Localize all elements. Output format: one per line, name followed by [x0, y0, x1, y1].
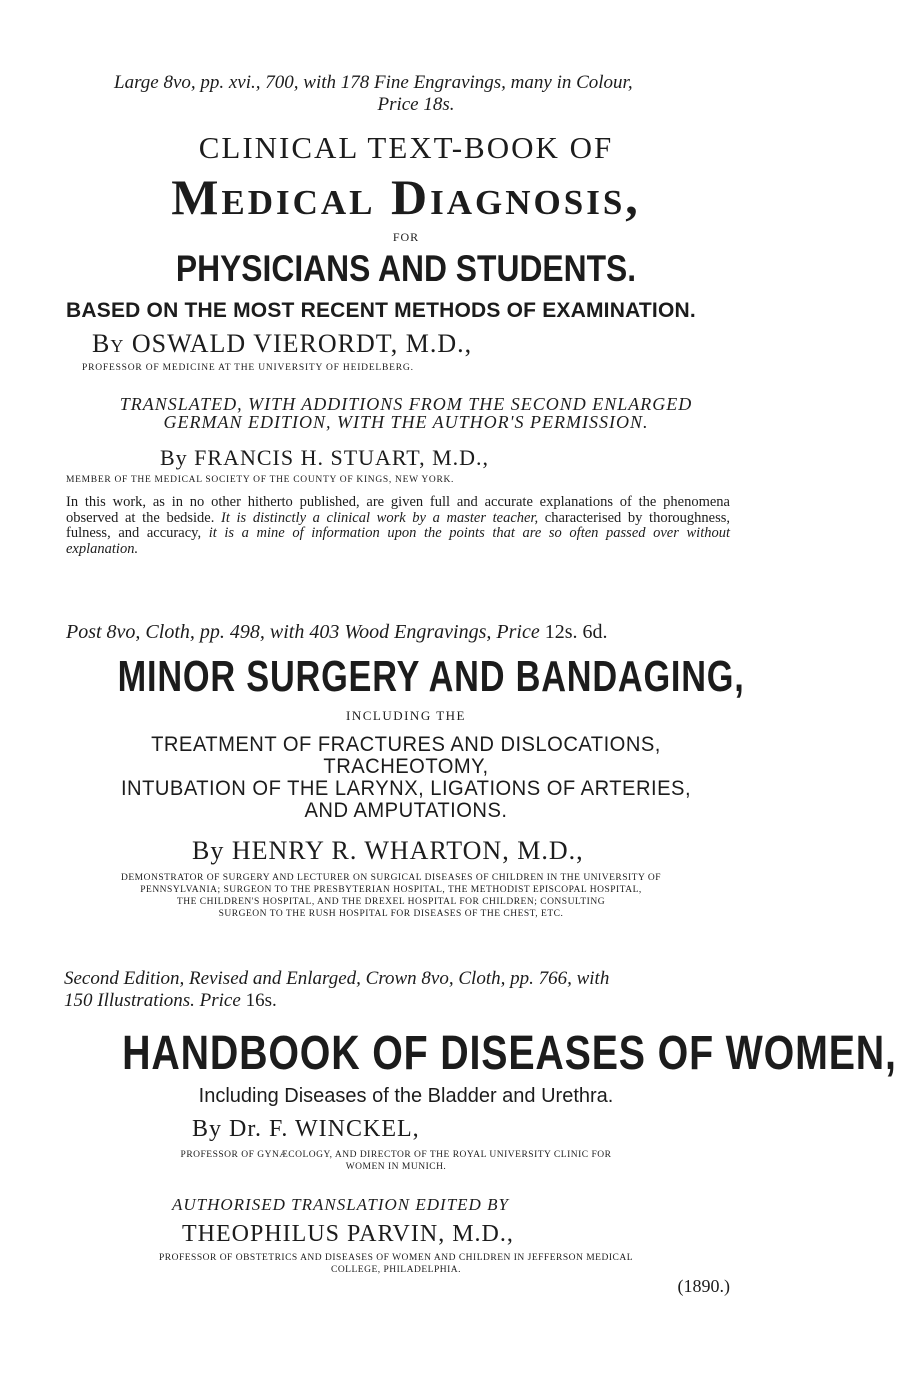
translator: By FRANCIS H. STUART, M.D., — [160, 445, 490, 470]
book-details — [66, 621, 730, 644]
book-price: 12s. 6d. — [544, 621, 608, 643]
blurb-emphasis-2: it is a mine of information upon the points that are so often passed over without explanation. — [66, 525, 731, 557]
including-label: INCLUDING THE — [346, 708, 466, 723]
translation-note-2: GERMAN EDITION, WITH THE AUTHOR'S PERMISSION. — [163, 412, 649, 432]
ad-medical-diagnosis — [66, 72, 731, 557]
blurb-text-1: In this work, as in no other hitherto published, are given full and accurate explanations of the phenomena observed at the bedside. — [66, 494, 730, 526]
author-credentials — [62, 1149, 730, 1173]
credentials-line-2: PENNSYLVANIA; SURGEON TO THE PRESBYTERIAN HOSPITAL, THE METHODIST EPISCOPAL HOSPITAL, — [140, 885, 642, 895]
based-on: BASED ON THE MOST RECENT METHODS OF EXAMINATION. — [66, 299, 696, 322]
book-price: 16s. — [245, 990, 277, 1011]
book-title: MINOR SURGERY AND BANDAGING, — [117, 652, 745, 701]
translator-credentials: MEMBER OF THE MEDICAL SOCIETY OF THE COUNTY OF KINGS, NEW YORK. — [66, 475, 455, 485]
authorised-translation: AUTHORISED TRANSLATION EDITED BY — [172, 1195, 509, 1214]
book-title: HANDBOOK OF DISEASES OF WOMEN, — [122, 1027, 897, 1080]
for-label: FOR — [392, 230, 420, 244]
editor-credentials — [62, 1252, 730, 1276]
book-price: Price 18s. — [377, 94, 455, 115]
author-name: By HENRY R. WHARTON, M.D., — [192, 836, 584, 865]
subtitle-line-3: AND AMPUTATIONS. — [304, 799, 508, 822]
book-blurb — [66, 495, 730, 557]
author-credentials: PROFESSOR OF MEDICINE AT THE UNIVERSITY OF HEIDELBERG. — [82, 363, 414, 373]
credentials-line-3: THE CHILDREN'S HOSPITAL, AND THE DREXEL HOSPITAL FOR CHILDREN; CONSULTING — [176, 897, 606, 907]
by-label: By — [92, 329, 125, 358]
book-details — [64, 968, 730, 1012]
author-credentials — [52, 872, 730, 920]
book-details-line-1: Second Edition, Revised and Enlarged, Crown 8vo, Cloth, pp. 766, with — [64, 968, 610, 989]
subtitle-line-1: TREATMENT OF FRACTURES AND DISLOCATIONS, TRACHEOTOMY, — [151, 733, 661, 778]
author-line — [92, 329, 730, 359]
pre-title: CLINICAL TEXT-BOOK OF — [198, 130, 614, 165]
blurb-emphasis-1: It is distinctly a clinical work by a master teacher, — [221, 509, 539, 526]
credentials-line-4: SURGEON TO THE RUSH HOSPITAL FOR DISEASES OF THE CHEST, ETC. — [218, 909, 564, 919]
credentials-line-1: DEMONSTRATOR OF SURGERY AND LECTURER ON SURGICAL DISEASES OF CHILDREN IN THE UNIVERSITY OF — [120, 873, 661, 883]
author-name: By Dr. F. WINCKEL, — [192, 1116, 420, 1142]
credentials-line-2: WOMEN IN MUNICH. — [345, 1162, 447, 1172]
book-title: Medical Diagnosis, — [171, 169, 641, 225]
blurb-text-2: characterised by thoroughness, fulness, and accuracy, — [66, 509, 731, 541]
editor-credentials-line-1: PROFESSOR OF OBSTETRICS AND DISEASES OF WOMEN AND CHILDREN IN JEFFERSON MEDICAL — [158, 1253, 633, 1263]
editor-name: THEOPHILUS PARVIN, M.D., — [182, 1221, 514, 1247]
translation-note-1: TRANSLATED, WITH ADDITIONS FROM THE SECOND ENLARGED — [119, 394, 693, 414]
subtitle: Including Diseases of the Bladder and Urethra. — [198, 1085, 614, 1107]
audience: PHYSICIANS AND STUDENTS. — [175, 248, 637, 289]
book-details-text: Post 8vo, Cloth, pp. 498, with 403 Wood Engravings, Price — [66, 621, 540, 643]
credentials-line-1: PROFESSOR OF GYNÆCOLOGY, AND DIRECTOR OF THE ROYAL UNIVERSITY CLINIC FOR — [180, 1150, 612, 1160]
subtitle-line-2: INTUBATION OF THE LARYNX, LIGATIONS OF ARTERIES, — [120, 777, 692, 800]
ad-minor-surgery — [66, 621, 745, 920]
author-name: OSWALD VIERORDT, M.D., — [131, 329, 473, 358]
editor-credentials-line-2: COLLEGE, PHILADELPHIA. — [330, 1265, 461, 1275]
book-details-line-2: 150 Illustrations. Price — [64, 990, 241, 1011]
book-details: Large 8vo, pp. xvi., 700, with 178 Fine Engravings, many in Colour, — [114, 72, 633, 93]
publication-year: (1890.) — [677, 1276, 730, 1296]
ad-diseases-of-women — [64, 968, 897, 1297]
